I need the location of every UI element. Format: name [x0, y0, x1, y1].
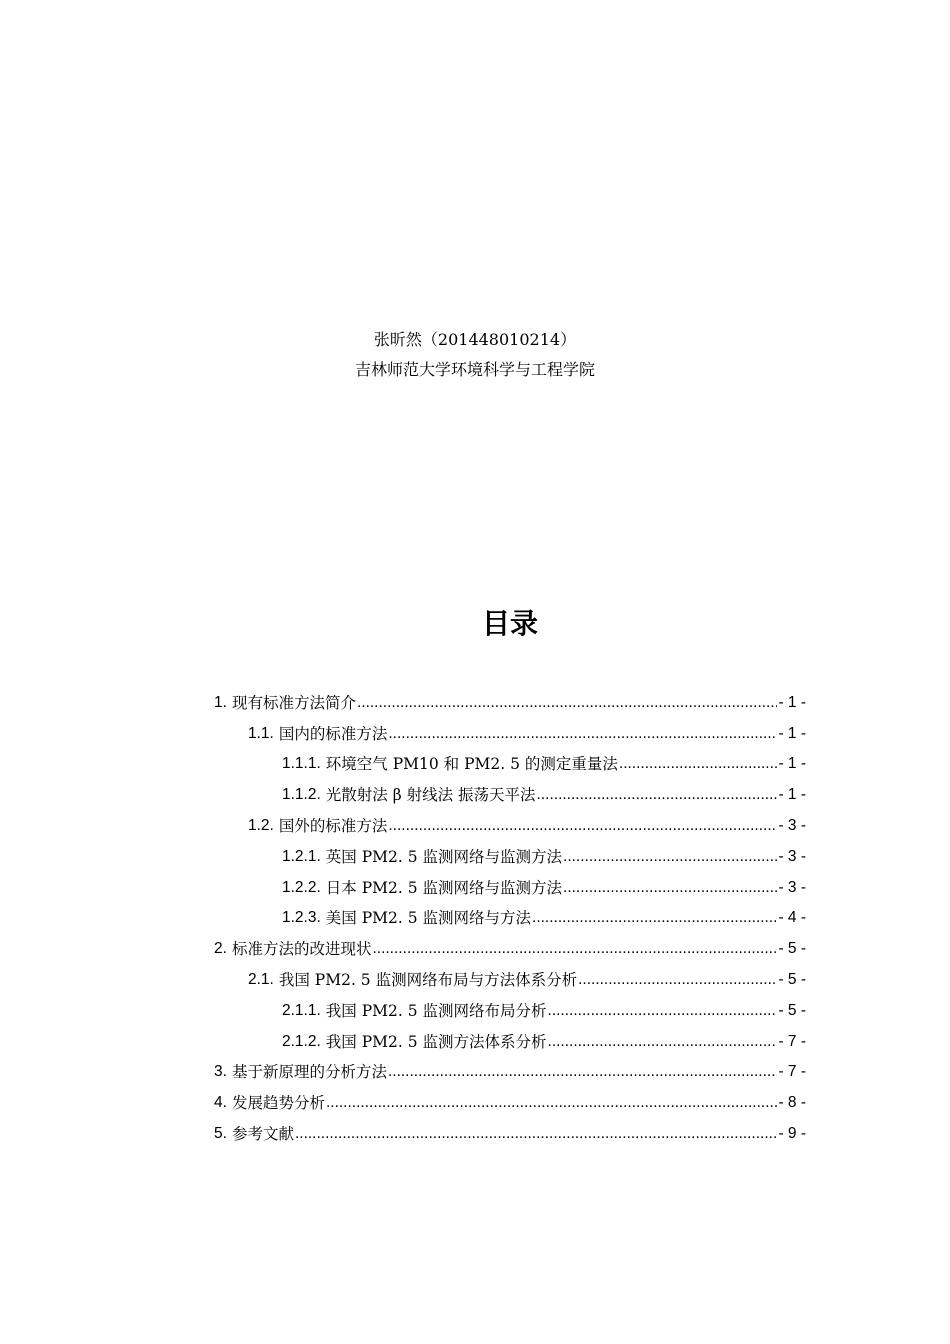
- toc-entry[interactable]: [214, 715, 806, 746]
- toc-entry[interactable]: [214, 930, 806, 961]
- toc-entry-text: 国内的标准方法: [278, 724, 388, 743]
- toc-entry-text: 标准方法的改进现状: [231, 940, 372, 959]
- toc-entry-number: 1.2.1.: [282, 847, 321, 865]
- toc-entry[interactable]: [214, 961, 806, 992]
- toc-entry-number: 1.: [214, 693, 227, 711]
- toc-entry-text: 国外的标准方法: [278, 816, 388, 835]
- toc-entry-text: 现有标准方法简介: [231, 693, 356, 712]
- toc-entry-page: - 1 -: [778, 724, 806, 742]
- toc-entry[interactable]: [214, 684, 806, 715]
- toc-entry-number: 1.1.1.: [282, 755, 321, 773]
- toc-entry-page: - 5 -: [778, 940, 806, 958]
- toc-entry-number: 2.1.: [248, 970, 274, 988]
- toc-entry[interactable]: [214, 1023, 806, 1054]
- toc-dot-leader: [388, 814, 777, 838]
- toc-entry[interactable]: [214, 776, 806, 807]
- toc-entry-text: 光散射法 β 射线法 振荡天平法: [325, 786, 536, 805]
- toc-entry-page: - 1 -: [778, 693, 806, 711]
- toc-entry-number: 2.: [214, 940, 227, 958]
- toc-entry[interactable]: [214, 900, 806, 931]
- toc-entry-number: 5.: [214, 1124, 227, 1142]
- toc-entry-number: 4.: [214, 1094, 227, 1112]
- toc-dot-leader: [357, 691, 777, 715]
- toc-entry-page: - 3 -: [778, 847, 806, 865]
- toc-dot-leader: [388, 722, 777, 746]
- toc-entry-text: 我国 PM2. 5 监测网络布局分析: [325, 1001, 547, 1020]
- toc-entry-number: 2.1.1.: [282, 1001, 321, 1019]
- toc-dot-leader: [619, 752, 778, 776]
- toc-entry-page: - 9 -: [778, 1124, 806, 1142]
- toc-entry-page: - 1 -: [778, 786, 806, 804]
- toc-dot-leader: [563, 876, 777, 900]
- toc-entry-page: - 5 -: [778, 1001, 806, 1019]
- toc-entry-page: - 3 -: [778, 816, 806, 834]
- toc-entry[interactable]: [214, 869, 806, 900]
- toc-dot-leader: [548, 999, 778, 1023]
- toc-entry-page: - 1 -: [778, 755, 806, 773]
- toc-entry-page: - 7 -: [778, 1063, 806, 1081]
- toc-entry-text: 英国 PM2. 5 监测网络与监测方法: [325, 847, 563, 866]
- toc-title: 目录: [481, 607, 538, 640]
- toc-entry[interactable]: [214, 746, 806, 777]
- toc-entry[interactable]: [214, 838, 806, 869]
- toc-entry-text: 环境空气 PM10 和 PM2. 5 的测定重量法: [325, 755, 618, 774]
- toc-entry[interactable]: [214, 1084, 806, 1115]
- toc-entry-number: 1.1.2.: [282, 786, 321, 804]
- toc-entry-page: - 7 -: [778, 1032, 806, 1050]
- toc-entry-text: 我国 PM2. 5 监测方法体系分析: [325, 1032, 547, 1051]
- author-affiliation: 吉林师范大学环境科学与工程学院: [354, 360, 595, 379]
- toc-dot-leader: [532, 906, 777, 930]
- toc-entry-number: 1.1.: [248, 724, 274, 742]
- toc-entry[interactable]: [214, 1054, 806, 1085]
- toc-entry-number: 3.: [214, 1063, 227, 1081]
- table-of-contents: [214, 684, 806, 1146]
- toc-dot-leader: [548, 1030, 778, 1054]
- toc-entry[interactable]: [214, 992, 806, 1023]
- toc-dot-leader: [295, 1122, 777, 1146]
- author-block: [0, 325, 950, 385]
- toc-entry[interactable]: [214, 807, 806, 838]
- toc-entry-number: 1.2.3.: [282, 909, 321, 927]
- toc-entry-number: 1.2.: [248, 816, 274, 834]
- toc-entry-text: 美国 PM2. 5 监测网络与方法: [325, 909, 532, 928]
- toc-dot-leader: [388, 1060, 777, 1084]
- toc-dot-leader: [326, 1091, 777, 1115]
- toc-dot-leader: [563, 845, 777, 869]
- toc-entry-text: 基于新原理的分析方法: [231, 1063, 387, 1082]
- toc-entry-page: - 4 -: [778, 909, 806, 927]
- toc-entry-text: 日本 PM2. 5 监测网络与监测方法: [325, 878, 563, 897]
- author-name: 张昕然（201448010214）: [373, 330, 577, 349]
- toc-dot-leader: [372, 937, 777, 961]
- toc-entry[interactable]: [214, 1115, 806, 1146]
- toc-entry-text: 我国 PM2. 5 监测网络布局与方法体系分析: [278, 970, 578, 989]
- toc-entry-number: 2.1.2.: [282, 1032, 321, 1050]
- toc-entry-page: - 3 -: [778, 878, 806, 896]
- toc-dot-leader: [537, 783, 778, 807]
- toc-entry-page: - 5 -: [778, 970, 806, 988]
- toc-dot-leader: [578, 968, 777, 992]
- toc-entry-number: 1.2.2.: [282, 878, 321, 896]
- toc-entry-text: 发展趋势分析: [231, 1094, 325, 1113]
- toc-entry-text: 参考文献: [231, 1124, 294, 1143]
- toc-entry-page: - 8 -: [778, 1094, 806, 1112]
